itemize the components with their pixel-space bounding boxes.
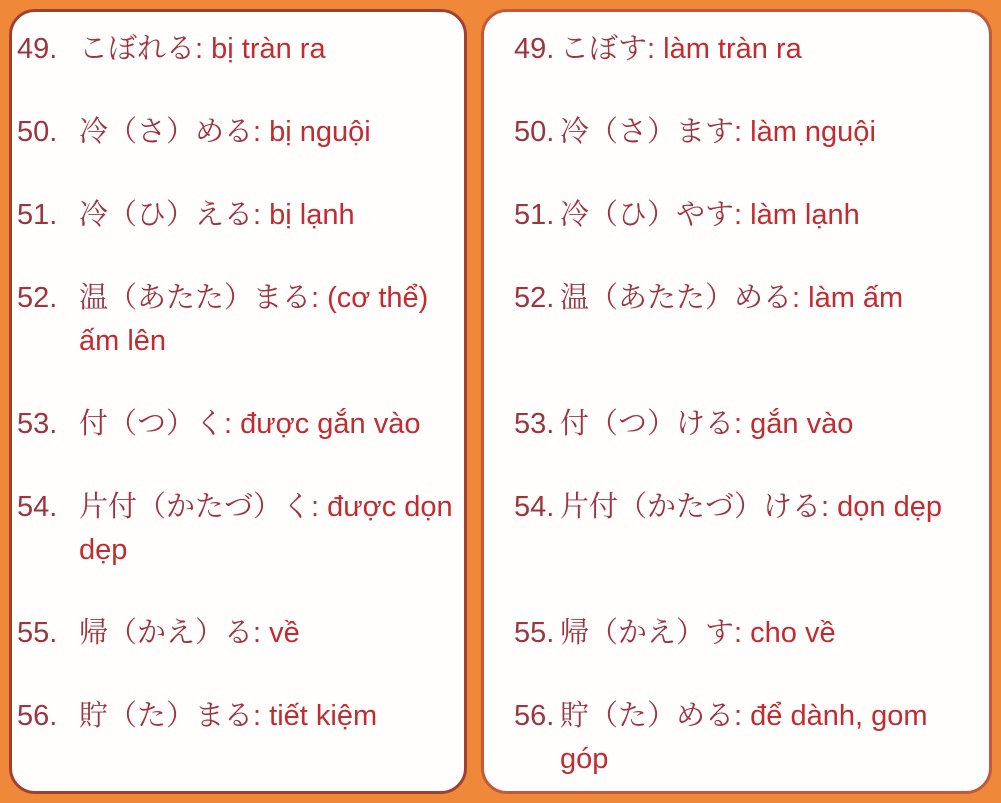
item-number: 54.: [514, 491, 555, 523]
vietnamese-meaning: (cơ thể) ấm lên: [79, 282, 429, 357]
separator-colon: :: [734, 408, 743, 440]
vietnamese-meaning: bị nguội: [269, 116, 371, 148]
separator-colon: :: [253, 116, 262, 148]
vietnamese-meaning: bị lạnh: [269, 199, 355, 231]
japanese-term: 冷（ひ）やす: [560, 199, 735, 231]
item-number: 54.: [17, 491, 58, 523]
vocab-row: [17, 28, 458, 71]
vietnamese-meaning: làm ấm: [808, 282, 904, 314]
item-number: 55.: [17, 617, 58, 649]
item-number: 50.: [17, 116, 58, 148]
vietnamese-meaning: làm nguội: [750, 116, 876, 148]
vocab-row: [17, 277, 458, 363]
vocab-row: [514, 111, 981, 154]
vietnamese-meaning: gắn vào: [750, 408, 854, 440]
separator-colon: :: [734, 199, 743, 231]
vocab-row: [17, 612, 458, 655]
item-number: 56.: [17, 700, 58, 732]
japanese-term: 貯（た）める: [560, 700, 735, 732]
japanese-term: 温（あたた）める: [560, 282, 793, 314]
japanese-term: こぼす: [560, 33, 648, 65]
separator-colon: :: [253, 199, 262, 231]
separator-colon: :: [224, 408, 233, 440]
item-number: 56.: [514, 700, 555, 732]
japanese-term: こぼれる: [79, 33, 196, 65]
vietnamese-meaning: dọn dẹp: [837, 491, 942, 523]
vietnamese-meaning: để dành, gom góp: [560, 700, 928, 775]
item-number: 51.: [514, 199, 555, 231]
separator-colon: :: [253, 617, 262, 649]
japanese-term: 冷（ひ）える: [79, 199, 254, 231]
vietnamese-meaning: về: [269, 617, 300, 649]
vietnamese-meaning: được dọn dẹp: [79, 491, 453, 566]
japanese-term: 帰（かえ）す: [560, 617, 735, 649]
vocab-row: [17, 194, 458, 237]
transitive-list: [481, 9, 992, 794]
item-number: 49.: [514, 33, 555, 65]
japanese-term: 冷（さ）ます: [560, 116, 735, 148]
separator-colon: :: [647, 33, 656, 65]
item-number: 50.: [514, 116, 555, 148]
vietnamese-meaning: làm tràn ra: [663, 33, 802, 65]
item-number: 49.: [17, 33, 58, 65]
vietnamese-meaning: làm lạnh: [750, 199, 860, 231]
japanese-term: 付（つ）く: [79, 408, 225, 440]
japanese-term: 帰（かえ）る: [79, 617, 254, 649]
separator-colon: :: [734, 617, 743, 649]
vietnamese-meaning: được gắn vào: [240, 408, 421, 440]
separator-colon: :: [734, 116, 743, 148]
vocab-row: [17, 486, 458, 572]
japanese-term: 冷（さ）める: [79, 116, 254, 148]
vocab-row: [514, 612, 981, 655]
vocab-row: [17, 695, 458, 781]
intransitive-list: [9, 9, 467, 794]
vocab-row: [514, 277, 981, 363]
vocab-row: [514, 194, 981, 237]
separator-colon: :: [311, 491, 320, 523]
separator-colon: :: [734, 700, 743, 732]
separator-colon: :: [311, 282, 320, 314]
item-number: 51.: [17, 199, 58, 231]
japanese-term: 片付（かたづ）ける: [560, 491, 822, 523]
item-number: 53.: [514, 408, 555, 440]
separator-colon: :: [792, 282, 801, 314]
item-number: 52.: [17, 282, 58, 314]
japanese-term: 付（つ）ける: [560, 408, 735, 440]
vietnamese-meaning: cho về: [750, 617, 836, 649]
vocab-row: [514, 695, 981, 781]
separator-colon: :: [821, 491, 830, 523]
item-number: 53.: [17, 408, 58, 440]
japanese-term: 温（あたた）まる: [79, 282, 312, 314]
separator-colon: :: [253, 700, 262, 732]
vocab-row: [514, 28, 981, 71]
japanese-term: 貯（た）まる: [79, 700, 254, 732]
vocab-row: [514, 403, 981, 446]
vocab-row: [17, 403, 458, 446]
vietnamese-meaning: bị tràn ra: [211, 33, 326, 65]
separator-colon: :: [195, 33, 204, 65]
vocab-row: [17, 111, 458, 154]
item-number: 52.: [514, 282, 555, 314]
japanese-term: 片付（かたづ）く: [79, 491, 312, 523]
vocab-row: [514, 486, 981, 572]
vietnamese-meaning: tiết kiệm: [269, 700, 378, 732]
item-number: 55.: [514, 617, 555, 649]
